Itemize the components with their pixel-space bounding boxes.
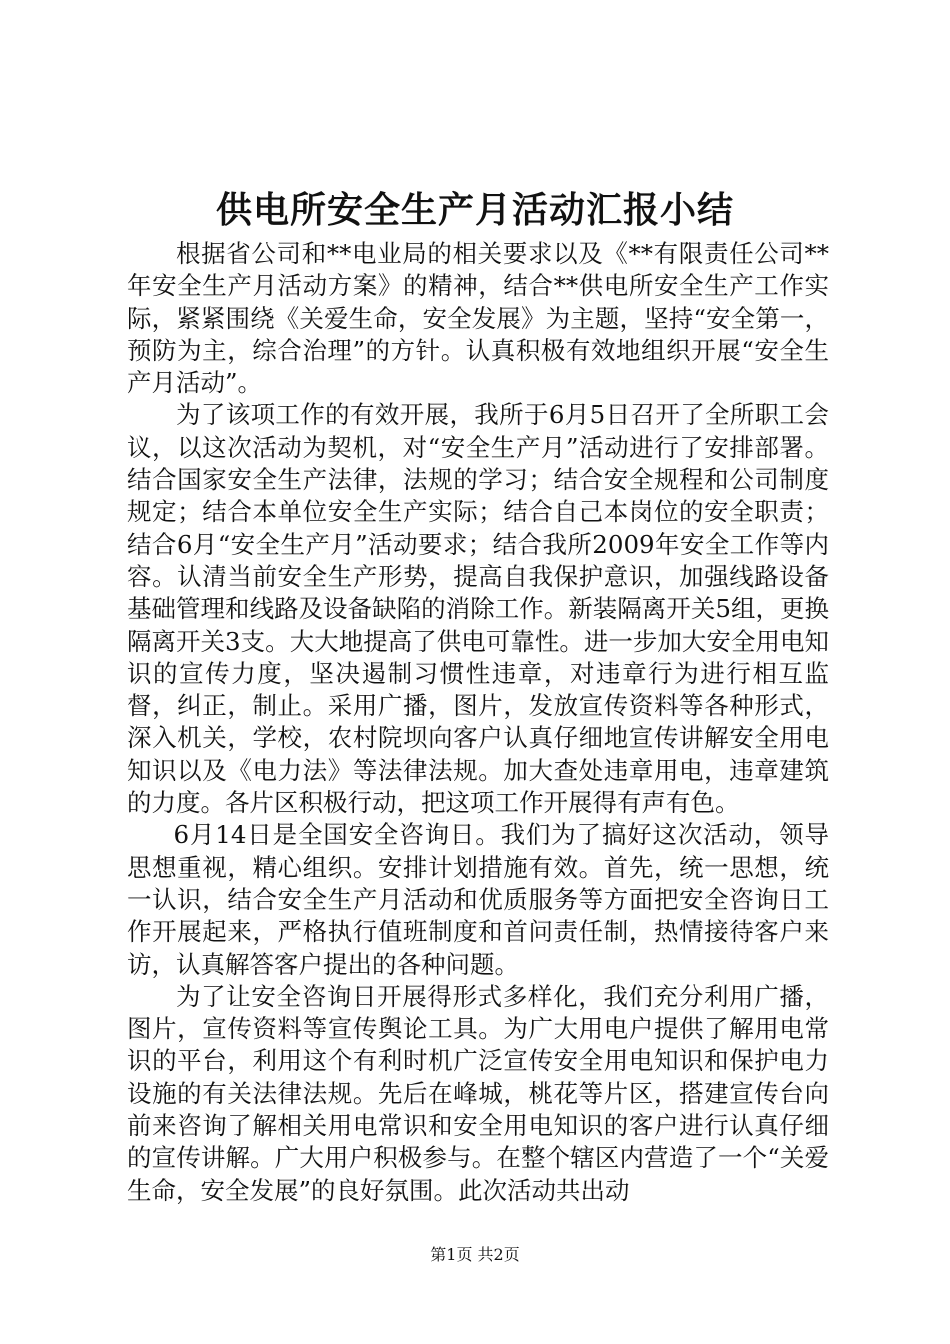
paragraph-1: 根据省公司和**电业局的相关要求以及《**有限责任公司**年安全生产月活动方案》的精神，结合**供电所安全生产工作实际，紧紧围绕《关爱生命，安全发展》为主题，坚持“安全第一，预防为主，综合治理”的方针。认真积极有效地组织开展“安全生产月活动”。 — [127, 239, 829, 398]
paragraph-2: 为了该项工作的有效开展，我所于6月5日召开了全所职工会议，以这次活动为契机，对“安全生产月”活动进行了安排部署。结合国家安全生产法律，法规的学习；结合安全规程和公司制度规定；结合本单位安全生产实际；结合自己本岗位的安全职责；结合6月“安全生产月”活动要求；结合我所2009年安全工作等内容。认清当前安全生产形势，提高自我保护意识，加强线路设备基础管理和线路及设备缺陷的消除工作。新装隔离开关5组，更换隔离开关3支。大大地提高了供电可靠性。进一步加大安全用电知识的宣传力度，坚决遏制习惯性违章，对违章行为进行相互监督，纠正，制止。采用广播，图片，发放宣传资料等各种形式，深入机关，学校，农村院坝向客户认真仔细地宣传讲解安全用电知识以及《电力法》等法律法规。加大查处违章用电，违章建筑的力度。各片区积极行动，把这项工作开展得有声有色。 — [127, 400, 829, 818]
paragraph-4: 为了让安全咨询日开展得形式多样化，我们充分利用广播，图片，宣传资料等宣传舆论工具。为广大用电户提供了解用电常识的平台，利用这个有利时机广泛宣传安全用电知识和保护电力设施的有关法律法规。先后在峰城，桃花等片区，搭建宣传台向前来咨询了解相关用电常识和安全用电知识的客户进行认真仔细的宣传讲解。广大用户积极参与。在整个辖区内营造了一个“关爱生命，安全发展”的良好氛围。此次活动共出动 — [127, 981, 829, 1205]
document-body — [127, 238, 829, 1207]
page-footer: 第1页 共2页 — [430, 1245, 520, 1264]
document-title: 供电所安全生产月活动汇报小结 — [215, 189, 734, 231]
paragraph-3: 6月14日是全国安全咨询日。我们为了搞好这次活动，领导思想重视，精心组织。安排计划措施有效。首先，统一思想，统一认识，结合安全生产月活动和优质服务等方面把安全咨询日工作开展起来，严格执行值班制度和首问责任制，热情接待客户来访，认真解答客户提出的各种问题。 — [127, 820, 829, 979]
